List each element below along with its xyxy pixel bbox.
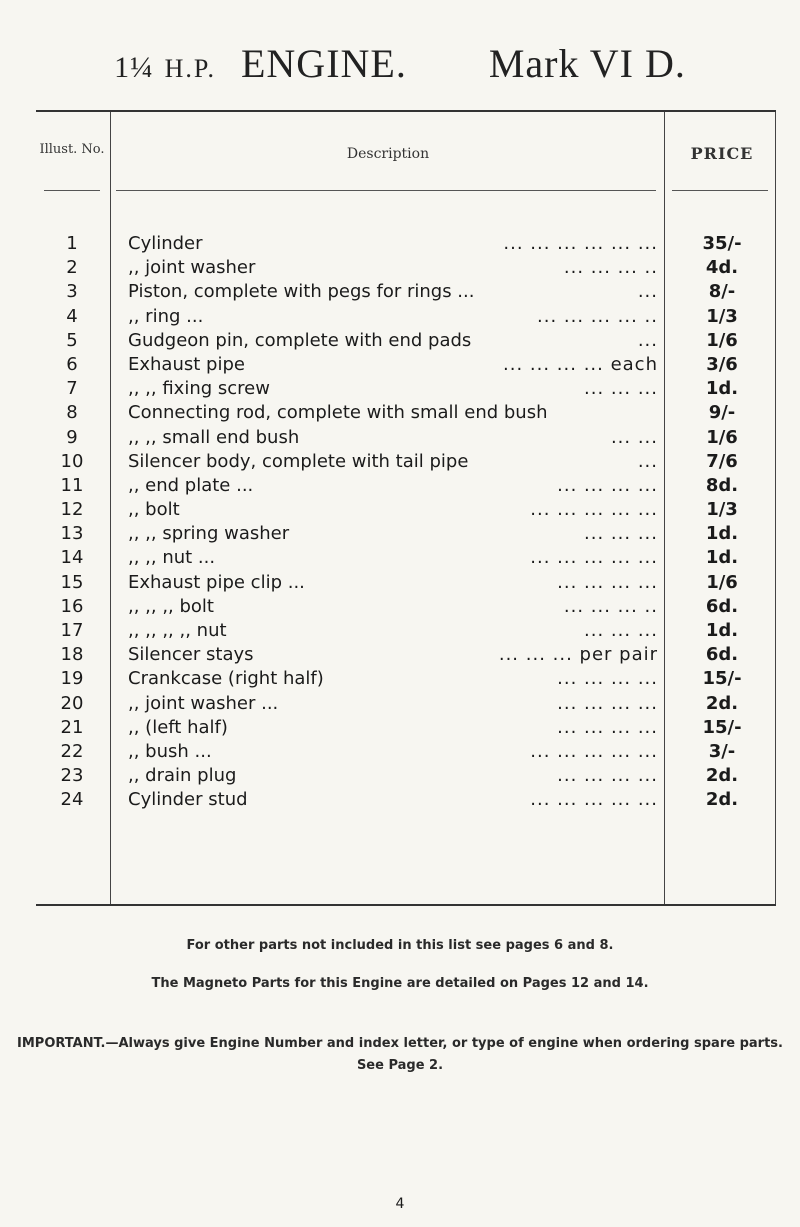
header-rule <box>672 190 768 191</box>
row-leader: ... ... ... per pair <box>498 644 658 666</box>
row-number: 10 <box>60 450 84 472</box>
row-description: ,, ,, small end bush <box>128 426 300 448</box>
row-number: 5 <box>66 329 78 351</box>
row-number: 15 <box>60 571 84 593</box>
row-price: 1d. <box>705 547 739 569</box>
page-title <box>0 40 800 87</box>
table-row <box>36 498 776 522</box>
table-row <box>36 305 776 329</box>
row-leader: ... <box>637 281 658 303</box>
row-price: 3/- <box>708 740 736 762</box>
row-description: Silencer body, complete with tail pipe <box>128 450 469 472</box>
row-number: 3 <box>66 281 78 303</box>
row-number: 20 <box>60 692 84 714</box>
row-number: 23 <box>60 765 84 787</box>
row-description: ,, ring ... <box>128 305 204 327</box>
row-leader: ... ... ... ... ... ... <box>503 233 658 254</box>
row-price: 2d. <box>705 765 739 787</box>
row-price: 2d. <box>705 789 739 811</box>
row-description: Cylinder stud <box>128 789 248 811</box>
table-row <box>36 692 776 716</box>
row-description: ,, ,, ,, ,, nut <box>128 620 227 641</box>
row-description: Exhaust pipe clip ... <box>128 571 305 593</box>
header-rule <box>116 190 656 191</box>
row-leader: ... ... ... ... <box>557 474 658 496</box>
row-leader: ... ... ... ... each <box>503 353 658 375</box>
table-body <box>36 232 776 813</box>
row-number: 6 <box>66 353 78 375</box>
note-other-parts: For other parts not included in this list see pages 6 and 8. <box>186 938 614 953</box>
row-leader: ... ... ... ... <box>557 765 658 787</box>
row-description: ,, end plate ... <box>128 474 254 496</box>
parts-price-table <box>36 110 776 906</box>
row-leader: ... ... ... <box>584 620 658 641</box>
header-description: Description <box>346 146 430 162</box>
row-price: 1/6 <box>706 426 738 448</box>
row-number: 21 <box>60 716 84 738</box>
row-leader: ... ... ... ... <box>557 692 658 714</box>
table-row <box>36 740 776 764</box>
table-row <box>36 716 776 740</box>
row-price: 8/- <box>708 281 736 303</box>
table-row <box>36 522 776 546</box>
row-number: 8 <box>66 402 78 424</box>
table-row <box>36 280 776 304</box>
row-leader: ... ... ... ... .. <box>537 305 658 327</box>
row-description: ,, joint washer <box>128 257 256 279</box>
row-number: 7 <box>66 378 78 400</box>
row-leader: ... ... ... .. <box>563 257 658 279</box>
title-hp: H.P. <box>164 54 216 83</box>
row-number: 4 <box>66 305 78 327</box>
row-price: 7/6 <box>706 450 738 472</box>
table-row <box>36 643 776 667</box>
row-number: 24 <box>60 789 84 811</box>
row-description: ,, ,, fixing screw <box>128 378 270 400</box>
table-row <box>36 571 776 595</box>
row-leader: ... ... ... ... ... <box>530 499 658 521</box>
row-price: 15/- <box>702 668 742 690</box>
row-description: Crankcase (right half) <box>128 668 324 690</box>
row-price: 1/6 <box>706 571 738 593</box>
row-leader: ... ... <box>610 426 658 448</box>
row-price: 1/3 <box>706 305 738 327</box>
row-price: 1d. <box>705 620 739 641</box>
note-magneto: The Magneto Parts for this Engine are detailed on Pages 12 and 14. <box>151 976 649 991</box>
row-price: 15/- <box>702 716 742 738</box>
row-leader: ... <box>637 329 658 351</box>
table-row <box>36 764 776 788</box>
table-row <box>36 546 776 570</box>
row-number: 1 <box>66 233 78 254</box>
row-description: Silencer stays <box>128 644 254 666</box>
row-leader: ... ... ... ... ... <box>530 789 658 811</box>
row-description: ,, bolt <box>128 499 180 521</box>
row-number: 14 <box>60 547 84 569</box>
row-number: 9 <box>66 426 78 448</box>
row-number: 18 <box>60 644 84 666</box>
header-price: PRICE <box>690 144 754 163</box>
table-row <box>36 256 776 280</box>
row-price: 9/- <box>708 402 736 424</box>
row-description: Gudgeon pin, complete with end pads <box>128 329 472 351</box>
row-price: 6d. <box>705 644 739 666</box>
row-leader: ... <box>637 450 658 472</box>
row-price: 1/3 <box>706 499 738 521</box>
row-price: 6d. <box>705 595 739 617</box>
row-number: 13 <box>60 523 84 545</box>
table-row <box>36 377 776 401</box>
row-description: ,, ,, ,, bolt <box>128 595 214 617</box>
table-row <box>36 401 776 425</box>
table-row <box>36 595 776 619</box>
note-important: IMPORTANT.—Always give Engine Number and index letter, or type of engine when ordering spare parts. See Page 2. <box>17 1036 783 1073</box>
table-row <box>36 667 776 691</box>
row-leader: ... ... ... <box>584 523 658 545</box>
title-mark: Mark VI D. <box>488 41 686 86</box>
row-number: 16 <box>60 595 84 617</box>
row-number: 12 <box>60 499 84 521</box>
row-number: 11 <box>60 474 84 496</box>
row-description: ,, joint washer ... <box>128 692 279 714</box>
row-description: ,, (left half) <box>128 716 228 738</box>
row-description: Connecting rod, complete with small end bush <box>128 402 548 424</box>
row-leader: ... ... ... ... <box>557 668 658 690</box>
table-row <box>36 788 776 812</box>
row-price: 4d. <box>705 257 739 279</box>
row-description: ,, bush ... <box>128 740 212 762</box>
row-number: 19 <box>60 668 84 690</box>
row-leader: ... ... ... ... ... <box>530 547 658 569</box>
table-row <box>36 426 776 450</box>
row-description: ,, ,, spring washer <box>128 523 290 545</box>
title-fraction: 1¼ <box>114 51 154 84</box>
table-row <box>36 450 776 474</box>
row-description: ,, ,, nut ... <box>128 547 216 569</box>
title-engine: ENGINE. <box>240 41 407 86</box>
row-leader: ... ... ... ... <box>557 571 658 593</box>
table-row <box>36 474 776 498</box>
row-description: Piston, complete with pegs for rings ... <box>128 281 475 303</box>
row-number: 2 <box>66 257 78 279</box>
table-row <box>36 232 776 256</box>
header-rule <box>44 190 100 191</box>
table-row <box>36 353 776 377</box>
row-price: 35/- <box>702 233 742 254</box>
table-row <box>36 329 776 353</box>
row-price: 2d. <box>705 692 739 714</box>
row-description: Exhaust pipe <box>128 353 245 375</box>
row-number: 17 <box>60 620 84 641</box>
row-price: 8d. <box>705 474 739 496</box>
row-price: 3/6 <box>706 353 738 375</box>
row-leader: ... ... ... ... <box>557 716 658 738</box>
row-number: 22 <box>60 740 84 762</box>
row-price: 1d. <box>705 378 739 400</box>
page-number: 4 <box>395 1196 405 1212</box>
row-leader: ... ... ... ... ... <box>530 740 658 762</box>
row-leader: ... ... ... <box>584 378 658 400</box>
table-row <box>36 619 776 643</box>
row-price: 1d. <box>705 523 739 545</box>
row-description: Cylinder <box>128 233 203 254</box>
row-description: ,, drain plug <box>128 765 237 787</box>
header-illust-no: Illust. No. <box>39 142 105 157</box>
row-leader: ... ... ... .. <box>563 595 658 617</box>
row-price: 1/6 <box>706 329 738 351</box>
